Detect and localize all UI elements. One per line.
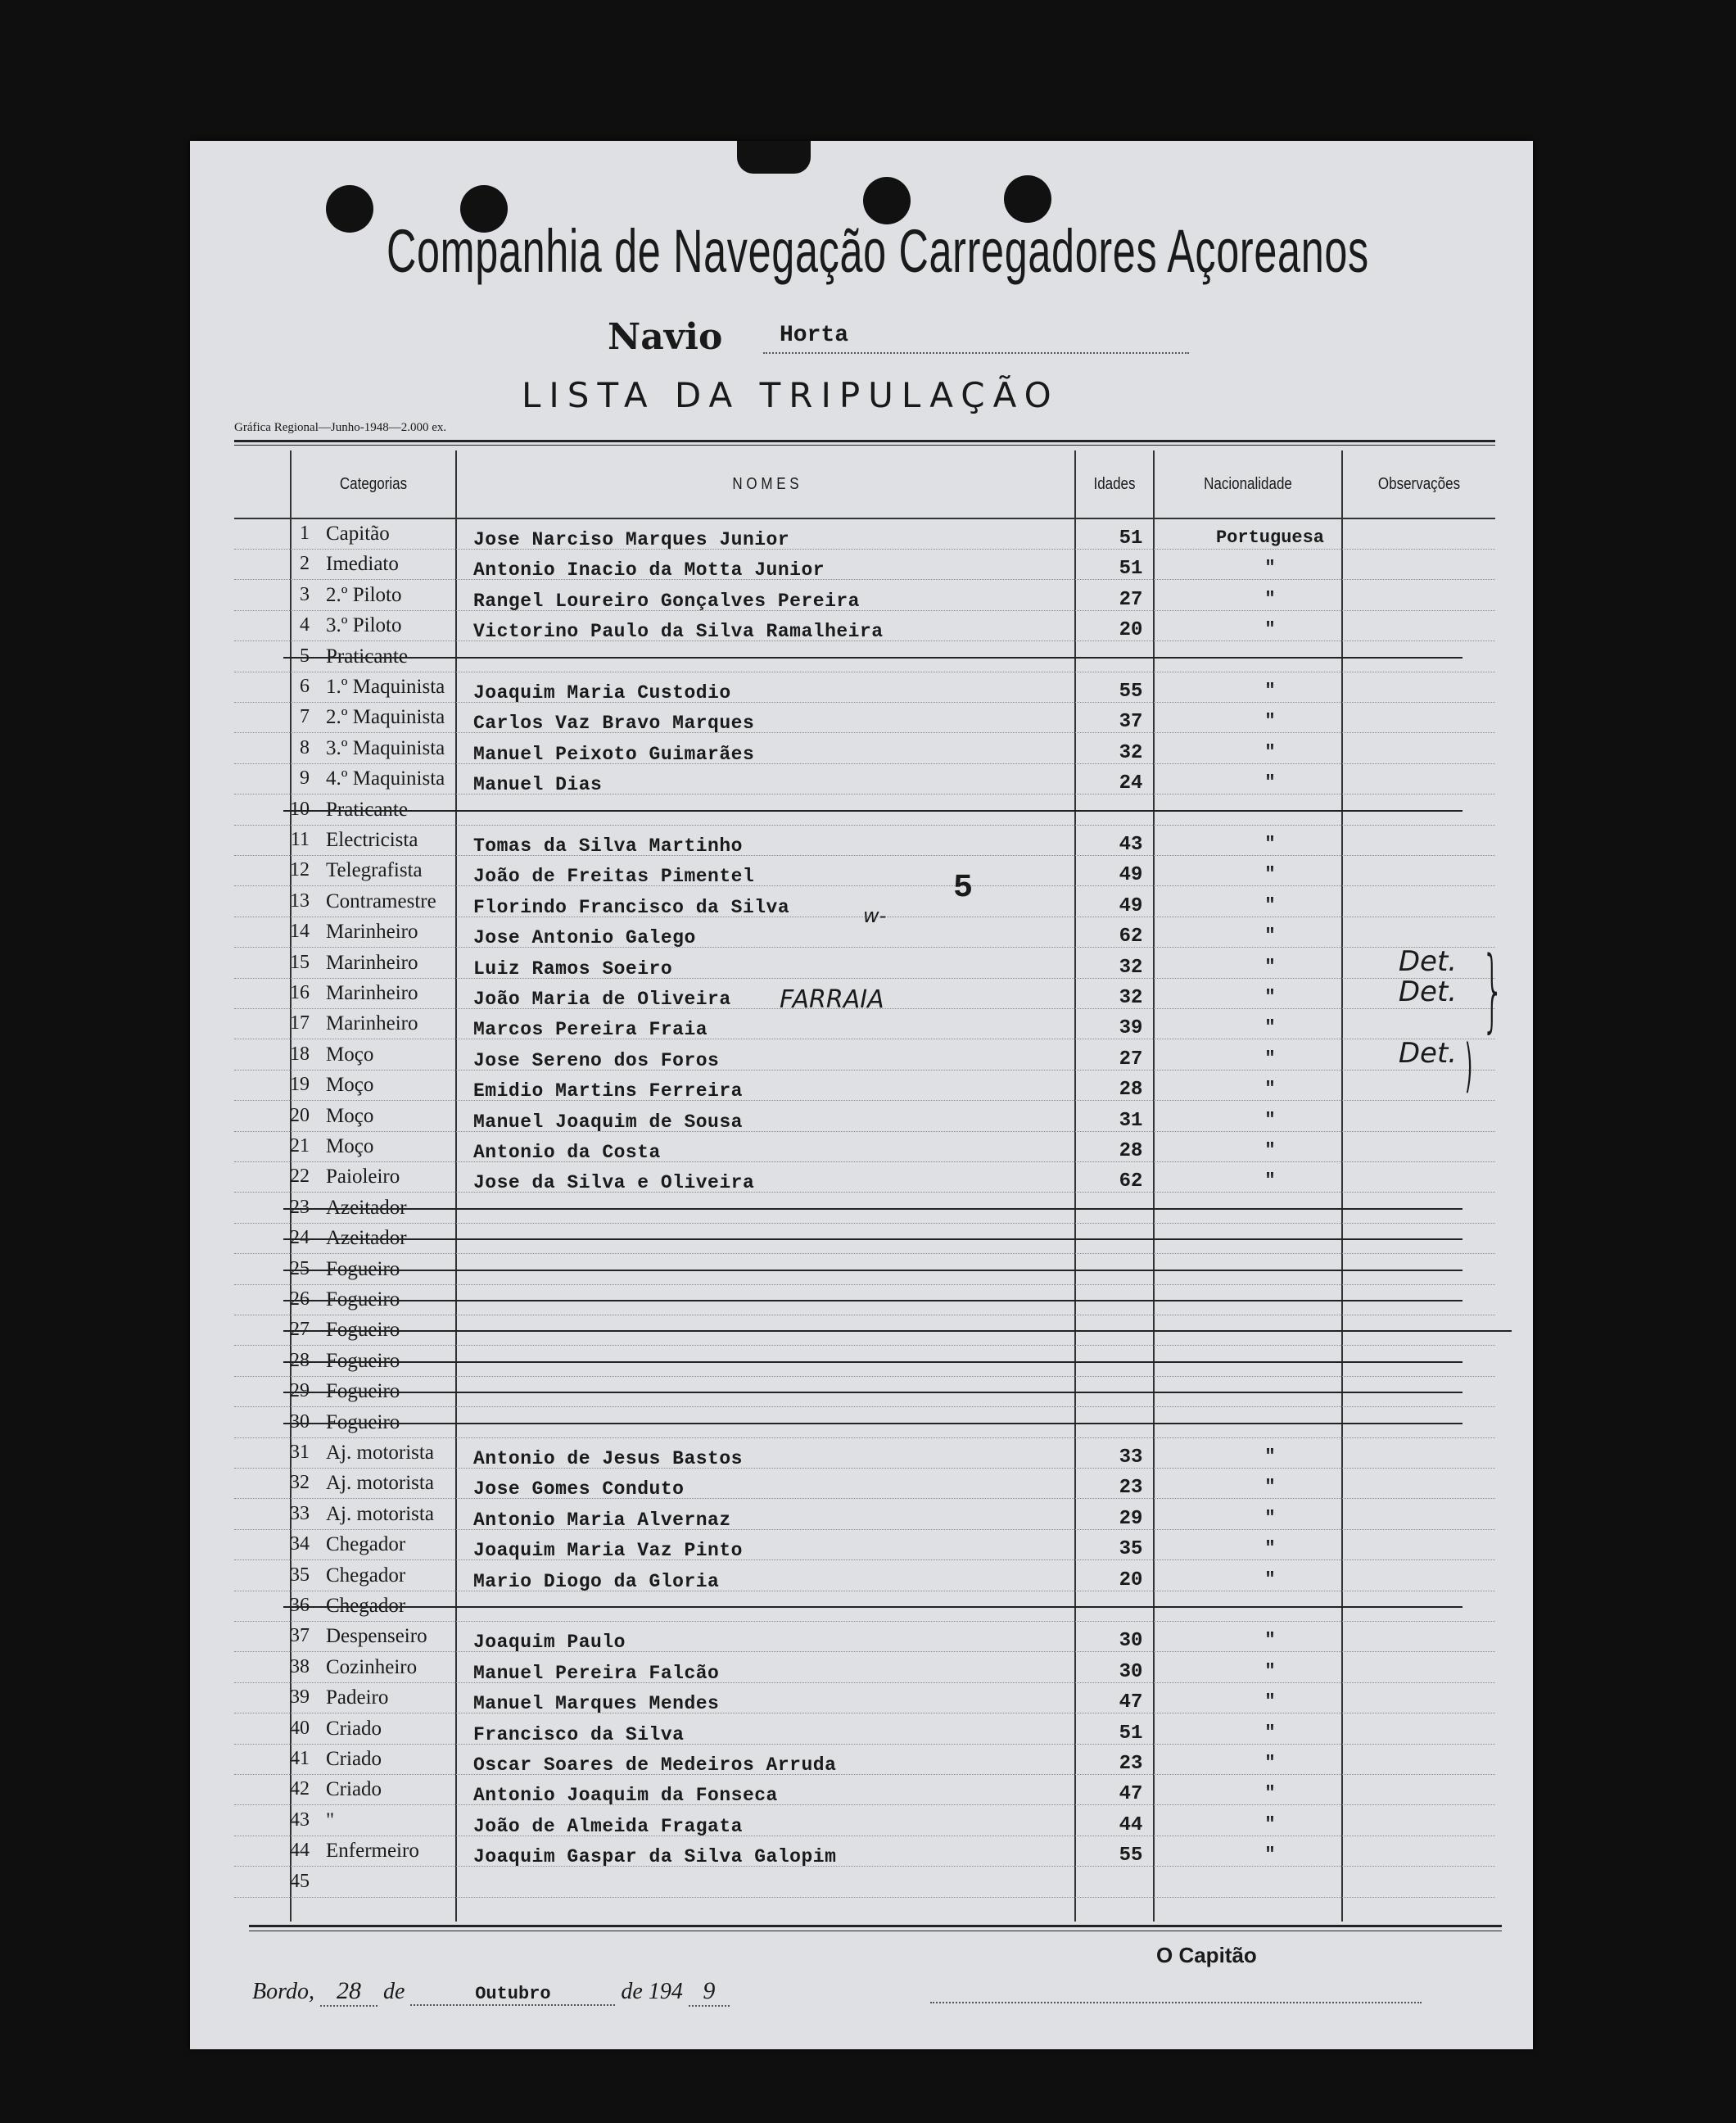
row-number: 7 (300, 706, 310, 728)
crew-age: 47 (1119, 1691, 1143, 1714)
crew-age: 39 (1119, 1017, 1143, 1040)
row-number: 9 (300, 767, 310, 790)
crew-nationality: " (1264, 1446, 1276, 1467)
crew-age: 31 (1119, 1109, 1143, 1132)
document-title: LISTA DA TRIPULAÇÃO (522, 375, 1060, 415)
crew-age: 51 (1119, 527, 1143, 550)
crew-nationality: " (1264, 1017, 1276, 1039)
row-number: 10 (290, 798, 310, 820)
row-category: Marinheiro (326, 1012, 418, 1035)
row-category: Moço (326, 1135, 374, 1157)
crew-name: Antonio Inacio da Motta Junior (473, 559, 825, 582)
crew-name: Florindo Francisco da Silva (473, 896, 790, 918)
row-number: 27 (290, 1319, 310, 1341)
crew-name: Joaquim Maria Custodio (473, 682, 731, 704)
navio-underline (763, 352, 1189, 354)
crew-nationality: Portuguesa (1215, 527, 1325, 548)
crew-age: 44 (1119, 1813, 1143, 1836)
row-category: Fogueiro (326, 1410, 400, 1433)
crew-name: Jose Sereno dos Foros (473, 1049, 720, 1071)
row-category: Aj. motorista (326, 1442, 434, 1464)
handwritten-mark: w- (863, 904, 887, 927)
punch-hole (326, 185, 373, 233)
table-row (234, 1071, 1495, 1101)
crew-observation: Det. (1398, 944, 1458, 978)
table-row (234, 1285, 1495, 1315)
row-number: 4 (300, 614, 310, 636)
row-number: 18 (290, 1043, 310, 1065)
row-category: 4.º Maquinista (326, 767, 445, 790)
crew-name: Antonio Maria Alvernaz (473, 1509, 731, 1531)
row-category: 1.º Maquinista (326, 676, 445, 698)
table-row (234, 734, 1495, 764)
table-row (234, 1469, 1495, 1499)
table-row (234, 1714, 1495, 1745)
row-number: 19 (290, 1074, 310, 1096)
row-category: 2.º Piloto (326, 583, 402, 606)
printer-note: Gráfica Regional—Junho-1948—2.000 ex. (234, 421, 447, 434)
row-number: 43 (290, 1808, 310, 1831)
table-row (234, 1591, 1495, 1622)
header-nacionalidade: Nacionalidade (1204, 475, 1292, 493)
crew-name: Joaquim Gaspar da Silva Galopim (473, 1846, 837, 1868)
row-category: Fogueiro (326, 1257, 400, 1280)
handwritten-paren: ) (1464, 1032, 1473, 1099)
table-row (234, 795, 1495, 826)
strike-line (283, 1330, 1512, 1332)
crew-age: 62 (1119, 926, 1143, 948)
crew-name: Emidio Martins Ferreira (473, 1080, 743, 1102)
table-row (234, 1102, 1495, 1132)
row-number: 21 (290, 1135, 310, 1157)
row-category: Moço (326, 1074, 374, 1097)
row-category: Azeitador (326, 1196, 407, 1219)
strike-line (283, 1423, 1462, 1424)
crew-age: 32 (1119, 987, 1143, 1009)
row-number: 38 (290, 1655, 310, 1677)
row-category: Criado (326, 1778, 382, 1801)
table-row (234, 1438, 1495, 1469)
crew-nationality: " (1264, 1845, 1276, 1866)
row-number: 1 (300, 523, 310, 544)
row-number: 29 (290, 1380, 310, 1402)
crew-age: 23 (1119, 1477, 1143, 1500)
row-number: 13 (290, 889, 310, 912)
table-row (234, 1377, 1495, 1407)
row-number: 28 (290, 1349, 310, 1371)
crew-age: 32 (1119, 956, 1143, 979)
crew-name: Manuel Pereira Falcão (473, 1662, 720, 1684)
crew-nationality: " (1264, 864, 1276, 885)
row-number: 24 (290, 1227, 310, 1249)
handwritten-brace: } (1481, 937, 1504, 1042)
crew-name: Tomas da Silva Martinho (473, 835, 743, 857)
crew-age: 51 (1119, 1722, 1143, 1745)
signature-line (930, 2002, 1422, 2003)
table-row (234, 703, 1495, 733)
table-row (234, 1315, 1495, 1346)
crew-name: Carlos Vaz Bravo Marques (473, 713, 755, 735)
row-category: 3.º Maquinista (326, 736, 445, 759)
row-number: 12 (290, 859, 310, 881)
header-idades: Idades (1093, 475, 1136, 493)
date-year-prefix: 194 (648, 1979, 683, 2004)
row-category: Chegador (326, 1533, 406, 1556)
crew-name: Oscar Soares de Medeiros Arruda (473, 1754, 837, 1776)
header-categorias: Categorias (339, 475, 408, 493)
row-number: 30 (290, 1410, 310, 1433)
strike-line (283, 657, 1462, 659)
table-row (234, 1775, 1495, 1805)
crew-nationality: " (1264, 711, 1276, 732)
crew-name: João de Freitas Pimentel (473, 866, 755, 888)
crew-nationality: " (1264, 1477, 1276, 1498)
row-number: 31 (290, 1442, 310, 1463)
navio-label: Navio (608, 316, 723, 358)
row-number: 5 (300, 645, 310, 667)
table-row (234, 1162, 1495, 1193)
date-month: Outubro (410, 1984, 615, 2006)
crew-age: 28 (1119, 1140, 1143, 1162)
row-number: 3 (300, 583, 310, 605)
crew-age: 55 (1119, 681, 1143, 703)
date-de-2: de (621, 1979, 643, 2004)
row-category: Aj. motorista (326, 1502, 434, 1525)
row-number: 33 (290, 1502, 310, 1524)
row-category: Chegador (326, 1595, 406, 1617)
row-category: Enfermeiro (326, 1840, 419, 1863)
row-category: Telegrafista (326, 859, 423, 882)
table-row (234, 826, 1495, 856)
row-category: Criado (326, 1717, 382, 1740)
crew-age: 49 (1119, 864, 1143, 887)
row-number: 45 (290, 1870, 310, 1892)
row-number: 37 (290, 1625, 310, 1647)
table-row (234, 1683, 1495, 1713)
row-category: Fogueiro (326, 1380, 400, 1403)
table-row (234, 1500, 1495, 1530)
table-row (234, 550, 1495, 580)
crew-name: Manuel Marques Mendes (473, 1693, 720, 1715)
row-category: Marinheiro (326, 921, 418, 944)
crew-name: Jose Antonio Galego (473, 927, 696, 949)
crew-name: Manuel Joaquim de Sousa (473, 1111, 743, 1133)
row-number: 34 (290, 1533, 310, 1555)
handwritten-five: 5 (953, 870, 974, 907)
table-row (234, 1745, 1495, 1775)
row-category: Praticante (326, 645, 408, 668)
strike-line (283, 1361, 1462, 1363)
crew-nationality: " (1264, 588, 1276, 609)
crew-nationality: " (1264, 681, 1276, 701)
crew-name: Jose Narciso Marques Junior (473, 529, 790, 550)
paper-notch (737, 141, 811, 174)
crew-nationality: " (1264, 1538, 1276, 1559)
table-row (234, 1867, 1495, 1898)
row-category: 3.º Piloto (326, 614, 402, 637)
crew-name: Francisco da Silva (473, 1723, 685, 1745)
date-year-digit: 9 (689, 1977, 730, 2007)
row-category: Praticante (326, 798, 408, 821)
crew-nationality: " (1264, 987, 1276, 1007)
crew-nationality: " (1264, 1722, 1276, 1743)
strike-line (283, 1300, 1462, 1301)
bordo-label: Bordo, (252, 1979, 314, 2004)
strike-line (283, 1392, 1462, 1393)
crew-nationality: " (1264, 741, 1276, 763)
crew-age: 29 (1119, 1507, 1143, 1530)
row-number: 22 (290, 1166, 310, 1188)
table-row (234, 581, 1495, 611)
strike-line (283, 1208, 1462, 1210)
row-category: Electricista (326, 829, 418, 851)
table-row (234, 1347, 1495, 1377)
row-number: 40 (290, 1717, 310, 1739)
row-number: 11 (290, 829, 310, 850)
table-row (234, 1653, 1495, 1683)
table-row (234, 519, 1495, 550)
crew-age: 33 (1119, 1446, 1143, 1469)
crew-observation: Det. (1398, 975, 1458, 1008)
row-number: 26 (290, 1288, 310, 1310)
table-row (234, 1622, 1495, 1652)
crew-nationality: " (1264, 1140, 1276, 1161)
row-number: 44 (290, 1840, 310, 1862)
crew-nationality: " (1264, 1783, 1276, 1804)
row-number: 15 (290, 951, 310, 973)
row-number: 16 (290, 982, 310, 1003)
crew-age: 20 (1119, 619, 1143, 642)
row-number: 6 (300, 676, 310, 697)
row-category: Cozinheiro (326, 1655, 418, 1678)
crew-nationality: " (1264, 1691, 1276, 1713)
row-category: Imediato (326, 553, 399, 576)
row-number: 14 (290, 921, 310, 943)
table-row (234, 1224, 1495, 1254)
crew-nationality: " (1264, 772, 1276, 794)
crew-name: Manuel Peixoto Guimarães (473, 743, 755, 765)
crew-nationality: " (1264, 1079, 1276, 1100)
crew-name: Antonio Joaquim da Fonseca (473, 1785, 778, 1807)
table-row (234, 1530, 1495, 1560)
crew-nationality: " (1264, 1753, 1276, 1773)
table-row (234, 642, 1495, 672)
crew-nationality: " (1264, 1048, 1276, 1069)
crew-nationality: " (1264, 1109, 1276, 1130)
crew-nationality: " (1264, 834, 1276, 854)
crew-nationality: " (1264, 1630, 1276, 1651)
crew-observation: Det. (1398, 1036, 1458, 1070)
bottom-rule (249, 1925, 1502, 1927)
crew-age: 49 (1119, 894, 1143, 917)
crew-age: 20 (1119, 1568, 1143, 1591)
row-category: Criado (326, 1748, 382, 1770)
crew-name: Manuel Dias (473, 774, 603, 796)
row-category: Despenseiro (326, 1625, 427, 1648)
row-category: Marinheiro (326, 951, 418, 974)
crew-nationality: " (1264, 926, 1276, 947)
row-category: Paioleiro (326, 1166, 400, 1188)
crew-nationality: " (1264, 1170, 1276, 1192)
row-category: Fogueiro (326, 1319, 400, 1342)
crew-nationality: " (1264, 1660, 1276, 1682)
table-row (234, 764, 1495, 794)
captain-label: O Capitão (1156, 1943, 1257, 1967)
crew-nationality: " (1264, 619, 1276, 641)
row-number: 2 (300, 553, 310, 575)
strike-line (283, 1238, 1462, 1240)
date-line (252, 1977, 730, 2007)
crew-nationality: " (1264, 894, 1276, 916)
table-row (234, 856, 1495, 886)
crew-age: 43 (1119, 834, 1143, 856)
crew-name: Antonio de Jesus Bastos (473, 1448, 743, 1469)
crew-age: 28 (1119, 1079, 1143, 1102)
row-rule (234, 1897, 1495, 1898)
row-category: " (326, 1808, 335, 1831)
crew-name: Jose Gomes Conduto (473, 1478, 685, 1501)
top-rule-thin (234, 445, 1495, 446)
row-category: Aj. motorista (326, 1472, 434, 1495)
crew-name: Joaquim Paulo (473, 1632, 626, 1654)
crew-age: 23 (1119, 1753, 1143, 1775)
table-row (234, 1806, 1495, 1836)
row-number: 36 (290, 1595, 310, 1616)
crew-age: 27 (1119, 1048, 1143, 1071)
crew-age: 47 (1119, 1783, 1143, 1806)
row-category: Contramestre (326, 889, 436, 912)
table-row (234, 611, 1495, 641)
crew-nationality: " (1264, 1568, 1276, 1590)
header-nomes: N O M E S (732, 475, 799, 493)
crew-nationality: " (1264, 1507, 1276, 1528)
strike-line (283, 1606, 1462, 1608)
row-number: 8 (300, 736, 310, 758)
crew-name: Luiz Ramos Soeiro (473, 957, 673, 980)
table-row (234, 1036, 1495, 1071)
crew-age: 24 (1119, 772, 1143, 795)
crew-name: João de Almeida Fragata (473, 1815, 743, 1837)
table-row (234, 672, 1495, 703)
row-category: Fogueiro (326, 1349, 400, 1372)
crew-age: 55 (1119, 1845, 1143, 1867)
row-number: 20 (290, 1104, 310, 1126)
row-number: 32 (290, 1472, 310, 1494)
crew-nationality: " (1264, 956, 1276, 977)
crew-nationality: " (1264, 1813, 1276, 1835)
date-de: de (382, 1979, 405, 2004)
crew-name: Antonio da Costa (473, 1142, 661, 1163)
table-row (234, 944, 1495, 980)
crew-name: Marcos Pereira Fraia (473, 1019, 708, 1041)
table-row (234, 1561, 1495, 1591)
date-day: 28 (320, 1977, 377, 2007)
row-category: Padeiro (326, 1686, 389, 1709)
crew-name: Rangel Loureiro Gonçalves Pereira (473, 590, 860, 612)
crew-age: 27 (1119, 588, 1143, 611)
handwritten-farraia: FARRAIA (780, 985, 884, 1014)
crew-age: 62 (1119, 1170, 1143, 1193)
crew-age: 37 (1119, 711, 1143, 734)
crew-nationality: " (1264, 558, 1276, 579)
crew-name: Jose da Silva e Oliveira (473, 1172, 755, 1194)
row-category: Marinheiro (326, 982, 418, 1004)
row-category: Moço (326, 1043, 374, 1066)
navio-value: Horta (780, 323, 849, 348)
company-name: Companhia de Navegação Carregadores Açoreanos (387, 217, 1369, 285)
crew-list-sheet (190, 141, 1533, 2049)
crew-age: 51 (1119, 558, 1143, 581)
strike-line (283, 1270, 1462, 1271)
row-category: Azeitador (326, 1227, 407, 1250)
row-number: 35 (290, 1564, 310, 1586)
strike-line (283, 810, 1462, 812)
crew-age: 30 (1119, 1630, 1143, 1653)
header-observacoes: Observações (1377, 475, 1461, 493)
crew-age: 35 (1119, 1538, 1143, 1561)
crew-name: Joaquim Maria Vaz Pinto (473, 1540, 743, 1562)
top-rule (234, 440, 1495, 442)
crew-name: João Maria de Oliveira (473, 989, 731, 1010)
row-category: Fogueiro (326, 1288, 400, 1310)
table-row (234, 1255, 1495, 1285)
row-number: 39 (290, 1686, 310, 1709)
row-category: 2.º Maquinista (326, 706, 445, 729)
row-number: 41 (290, 1748, 310, 1769)
crew-name: Mario Diogo da Gloria (473, 1570, 720, 1592)
crew-age: 30 (1119, 1660, 1143, 1683)
row-number: 23 (290, 1196, 310, 1218)
row-number: 42 (290, 1778, 310, 1800)
row-category: Chegador (326, 1564, 406, 1587)
crew-age: 32 (1119, 741, 1143, 764)
table-row (234, 1132, 1495, 1162)
table-row (234, 1836, 1495, 1867)
row-category: Moço (326, 1104, 374, 1127)
table-row (234, 1408, 1495, 1438)
table-row (234, 1193, 1495, 1224)
crew-name: Victorino Paulo da Silva Ramalheira (473, 621, 884, 643)
row-category: Capitão (326, 523, 390, 545)
row-number: 25 (290, 1257, 310, 1279)
row-number: 17 (290, 1012, 310, 1034)
